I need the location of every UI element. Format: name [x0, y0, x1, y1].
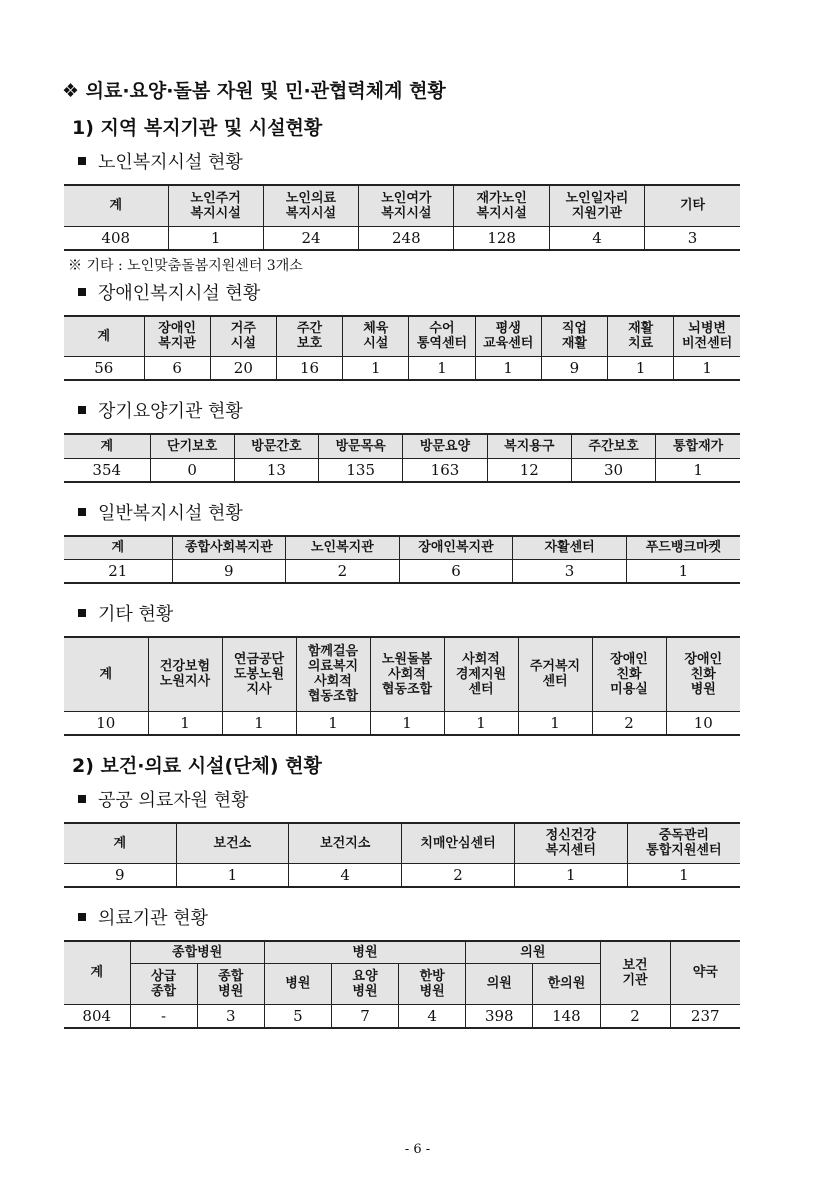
- data-cell: 1: [475, 357, 541, 381]
- data-cell: 3: [645, 226, 740, 250]
- sub-header-cell: 한의원: [533, 963, 600, 1004]
- header-cell: 방문목욕: [319, 434, 403, 458]
- header-cell: 장애인 친화 병원: [666, 637, 740, 711]
- header-cell: 계: [64, 185, 168, 226]
- square-bullet-icon: [78, 157, 86, 165]
- header-cell: 주거복지 센터: [518, 637, 592, 711]
- data-cell: 1: [608, 357, 674, 381]
- header-cell: 사회적 경제지원 센터: [444, 637, 518, 711]
- data-cell: 1: [222, 711, 296, 735]
- header-cell: 보건소: [176, 823, 289, 864]
- data-cell: 1: [518, 711, 592, 735]
- header-cell: 건강보험 노원지사: [148, 637, 222, 711]
- data-cell: 10: [64, 711, 148, 735]
- square-bullet-icon: [78, 609, 86, 617]
- data-cell: 9: [172, 560, 286, 584]
- data-cell: 0: [150, 458, 234, 482]
- data-cell: 1: [409, 357, 475, 381]
- main-title: ❖ 의료·요양·돌봄 자원 및 민·관협력체계 현황: [62, 80, 446, 102]
- elderly-facilities-heading: 노인복지시설 현황: [78, 146, 742, 180]
- data-cell: 354: [64, 458, 150, 482]
- data-cell: 5: [264, 1004, 331, 1028]
- data-cell: 3: [197, 1004, 264, 1028]
- data-cell: 1: [627, 864, 740, 888]
- etc-table: [64, 636, 740, 736]
- header-cell: 방문간호: [234, 434, 318, 458]
- data-cell: 1: [168, 226, 263, 250]
- header-cell: 장애인복지관: [399, 536, 513, 560]
- header-cell: 계: [64, 637, 148, 711]
- page-number: - 6 -: [404, 1142, 431, 1157]
- header-cell: 계: [64, 941, 130, 1004]
- header-cell: 수어 통역센터: [409, 316, 475, 357]
- header-cell: 방문요양: [403, 434, 487, 458]
- sub-header-cell: 한방 병원: [399, 963, 466, 1004]
- data-cell: 12: [487, 458, 571, 482]
- data-cell: 248: [359, 226, 454, 250]
- data-cell: 1: [656, 458, 740, 482]
- header-cell: 계: [64, 823, 176, 864]
- data-cell: 804: [64, 1004, 130, 1028]
- public-medical-heading: 공공 의료자원 현황: [78, 784, 742, 818]
- header-cell: 중독관리 통합지원센터: [627, 823, 740, 864]
- header-cell: 노인일자리 지원기관: [549, 185, 644, 226]
- square-bullet-icon: [78, 913, 86, 921]
- data-cell: 148: [533, 1004, 600, 1028]
- data-cell: 1: [626, 560, 740, 584]
- header-cell: 종합사회복지관: [172, 536, 286, 560]
- header-cell: 노인주거 복지시설: [168, 185, 263, 226]
- header-cell: 단기보호: [150, 434, 234, 458]
- data-cell: 2: [286, 560, 400, 584]
- sub-header-cell: 종합 병원: [197, 963, 264, 1004]
- square-bullet-icon: [78, 406, 86, 414]
- sub-header-cell: 상급 종합: [130, 963, 197, 1004]
- data-cell: 1: [296, 711, 370, 735]
- header-cell: 노인의료 복지시설: [263, 185, 358, 226]
- header-cell: 자활센터: [513, 536, 627, 560]
- header-cell: 푸드뱅크마켓: [626, 536, 740, 560]
- disabled-facilities-table: [64, 315, 740, 382]
- data-cell: 4: [289, 864, 402, 888]
- data-cell: 1: [674, 357, 740, 381]
- square-bullet-icon: [78, 508, 86, 516]
- group-header-cell: 병원: [264, 941, 465, 963]
- data-cell: 2: [402, 864, 515, 888]
- data-cell: 21: [64, 560, 172, 584]
- header-cell: 치매안심센터: [402, 823, 515, 864]
- data-cell: 4: [549, 226, 644, 250]
- section-1-title: 1) 지역 복지기관 및 시설현황: [72, 117, 323, 139]
- data-cell: 30: [571, 458, 655, 482]
- header-cell: 체육 시설: [343, 316, 409, 357]
- header-cell: 계: [64, 536, 172, 560]
- header-cell: 노원돌봄 사회적 협동조합: [370, 637, 444, 711]
- header-cell: 노인복지관: [286, 536, 400, 560]
- header-cell: 직업 재활: [541, 316, 607, 357]
- ltc-facilities-table: [64, 433, 740, 483]
- data-cell: 1: [176, 864, 289, 888]
- header-cell: 정신건강 복지센터: [514, 823, 627, 864]
- data-cell: 408: [64, 226, 168, 250]
- header-cell: 복지용구: [487, 434, 571, 458]
- sub-header-cell: 의원: [466, 963, 533, 1004]
- sub-header-cell: 요양 병원: [331, 963, 398, 1004]
- data-cell: 2: [600, 1004, 670, 1028]
- medical-institutions-heading: 의료기관 현황: [78, 902, 742, 936]
- header-cell: 보건지소: [289, 823, 402, 864]
- data-cell: 2: [592, 711, 666, 735]
- header-cell: 재가노인 복지시설: [454, 185, 549, 226]
- data-cell: 6: [144, 357, 210, 381]
- header-cell: 거주 시설: [210, 316, 276, 357]
- general-facilities-heading: 일반복지시설 현황: [78, 497, 742, 531]
- data-cell: 3: [513, 560, 627, 584]
- data-cell: 1: [514, 864, 627, 888]
- data-cell: 7: [331, 1004, 398, 1028]
- header-cell: 평생 교육센터: [475, 316, 541, 357]
- header-cell: 통합재가: [656, 434, 740, 458]
- medical-institutions-table: [64, 940, 740, 1029]
- data-cell: 1: [444, 711, 518, 735]
- elderly-note: ※ 기타 : 노인맞춤돌봄지원센터 3개소: [68, 257, 303, 274]
- data-cell: 9: [541, 357, 607, 381]
- data-cell: 13: [234, 458, 318, 482]
- header-cell: 장애인 친화 미용실: [592, 637, 666, 711]
- header-cell: 함께걸음 의료복지 사회적 협동조합: [296, 637, 370, 711]
- sub-header-cell: 병원: [264, 963, 331, 1004]
- data-cell: 6: [399, 560, 513, 584]
- header-cell: 주간보호: [571, 434, 655, 458]
- general-facilities-table: [64, 535, 740, 585]
- data-cell: 20: [210, 357, 276, 381]
- data-cell: 1: [370, 711, 444, 735]
- header-cell: 계: [64, 316, 144, 357]
- square-bullet-icon: [78, 288, 86, 296]
- elderly-facilities-table: [64, 184, 740, 251]
- data-cell: 237: [670, 1004, 740, 1028]
- etc-heading: 기타 현황: [78, 598, 742, 632]
- data-cell: 135: [319, 458, 403, 482]
- header-cell: 장애인 복지관: [144, 316, 210, 357]
- data-cell: 10: [666, 711, 740, 735]
- data-cell: 16: [276, 357, 342, 381]
- header-cell: 보건 기관: [600, 941, 670, 1004]
- group-header-cell: 의원: [466, 941, 600, 963]
- header-cell: 계: [64, 434, 150, 458]
- data-cell: 128: [454, 226, 549, 250]
- data-cell: 9: [64, 864, 176, 888]
- header-cell: 기타: [645, 185, 740, 226]
- section-2-title: 2) 보건·의료 시설(단체) 현황: [72, 754, 322, 777]
- data-cell: 24: [263, 226, 358, 250]
- square-bullet-icon: [78, 795, 86, 803]
- group-header-cell: 종합병원: [130, 941, 264, 963]
- ltc-facilities-heading: 장기요양기관 현황: [78, 395, 742, 429]
- header-cell: 연금공단 도봉노원 지사: [222, 637, 296, 711]
- header-cell: 재활 치료: [608, 316, 674, 357]
- header-cell: 노인여가 복지시설: [359, 185, 454, 226]
- data-cell: 1: [148, 711, 222, 735]
- data-cell: 56: [64, 357, 144, 381]
- data-cell: 163: [403, 458, 487, 482]
- header-cell: 뇌병변 비전센터: [674, 316, 740, 357]
- data-cell: 398: [466, 1004, 533, 1028]
- public-medical-table: [64, 822, 740, 889]
- data-cell: 4: [399, 1004, 466, 1028]
- header-cell: 약국: [670, 941, 740, 1004]
- data-cell: 1: [343, 357, 409, 381]
- data-cell: -: [130, 1004, 197, 1028]
- header-cell: 주간 보호: [276, 316, 342, 357]
- disabled-facilities-heading: 장애인복지시설 현황: [78, 277, 742, 311]
